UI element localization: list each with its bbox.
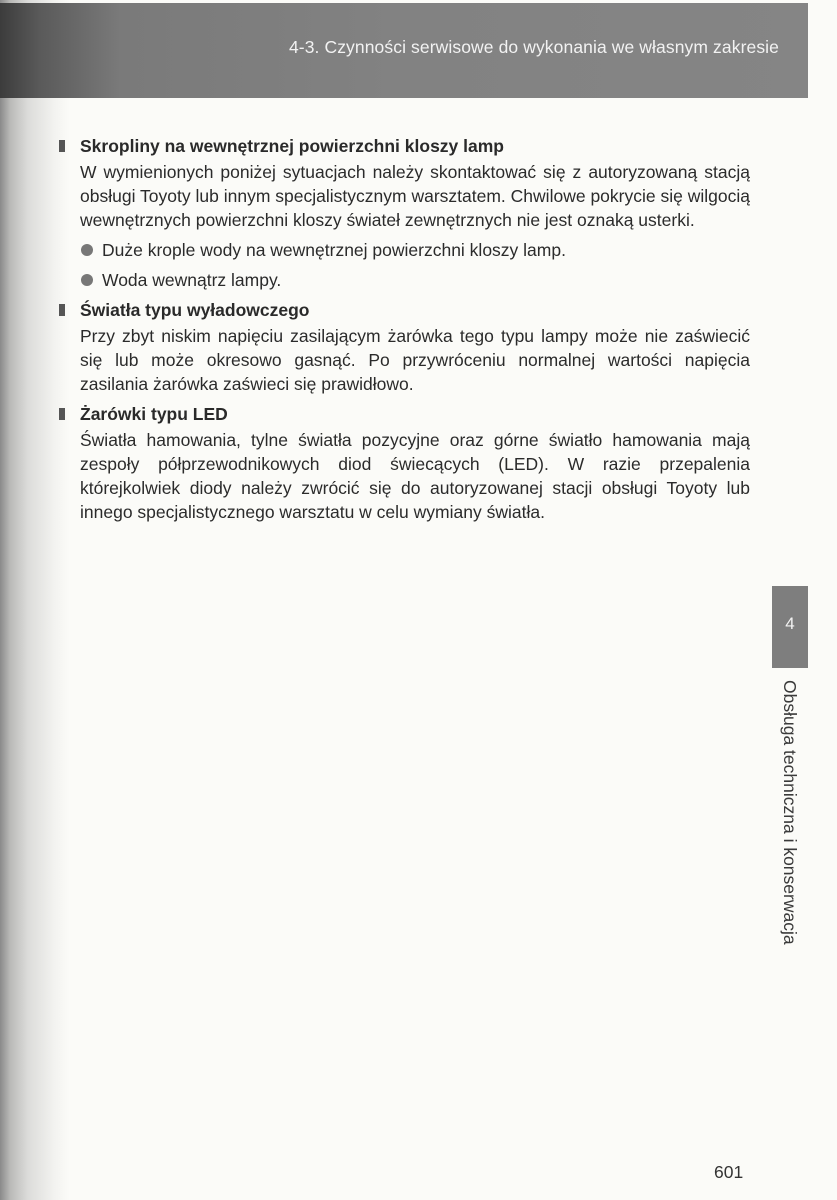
section-discharge-lights	[80, 298, 750, 396]
section-heading-text: Światła typu wyładowczego	[80, 300, 310, 320]
section-led-bulbs	[80, 402, 750, 524]
list-item	[80, 238, 750, 262]
page-binding-shadow	[0, 0, 70, 1200]
round-bullet-icon	[81, 274, 93, 286]
chapter-header	[0, 3, 808, 98]
section-body: Przy zbyt niskim napięciu zasilającym żarówka tego typu lampy może nie zaświecić się lub może okresowo gasnąć. Po przywróceniu normalnej wartości napięcia zasilania żarówka zaświeci się prawidłowo.	[80, 326, 750, 394]
section-heading-text: Żarówki typu LED	[80, 404, 228, 424]
round-bullet-icon	[81, 244, 93, 256]
section-heading	[80, 134, 750, 158]
chapter-tab-number: 4	[785, 614, 795, 633]
chapter-side-label-text: Obsługa techniczna i konserwacja	[780, 680, 800, 945]
chapter-tab	[772, 586, 808, 668]
section-heading	[80, 298, 750, 322]
chapter-title: 4-3. Czynności serwisowe do wykonania we własnym zakresie	[288, 37, 779, 57]
page-content	[80, 134, 750, 524]
section-heading	[80, 402, 750, 426]
section-condensation	[80, 134, 750, 292]
square-bullet-icon	[59, 140, 65, 152]
page-number: 601	[714, 1162, 744, 1182]
section-heading-text: Skropliny na wewnętrznej powierzchni kloszy lamp	[80, 136, 504, 156]
square-bullet-icon	[59, 304, 65, 316]
section-body: Światła hamowania, tylne światła pozycyjne oraz górne światło hamowania mają zespoły półprzewodnikowych diod świecących (LED). W razie przepalenia którejkolwiek diody należy zwrócić się do autoryzowanej stacji obsługi Toyoty lub innego specjalistycznego warsztatu w celu wymiany światła.	[80, 430, 750, 522]
list-item	[80, 268, 750, 292]
chapter-side-label	[770, 680, 800, 945]
section-body: W wymienionych poniżej sytuacjach należy skontaktować się z autoryzowaną stacją obsługi Toyoty lub innym specjalistycznym warsztatem. Chwilowe pokrycie się wilgocią wewnętrznych powierzchni kloszy świateł zewnętrznych nie jest oznaką usterki.	[80, 162, 750, 230]
square-bullet-icon	[59, 408, 65, 420]
list-item-text: Woda wewnątrz lampy.	[102, 270, 282, 290]
list-item-text: Duże krople wody na wewnętrznej powierzchni kloszy lamp.	[102, 240, 566, 260]
